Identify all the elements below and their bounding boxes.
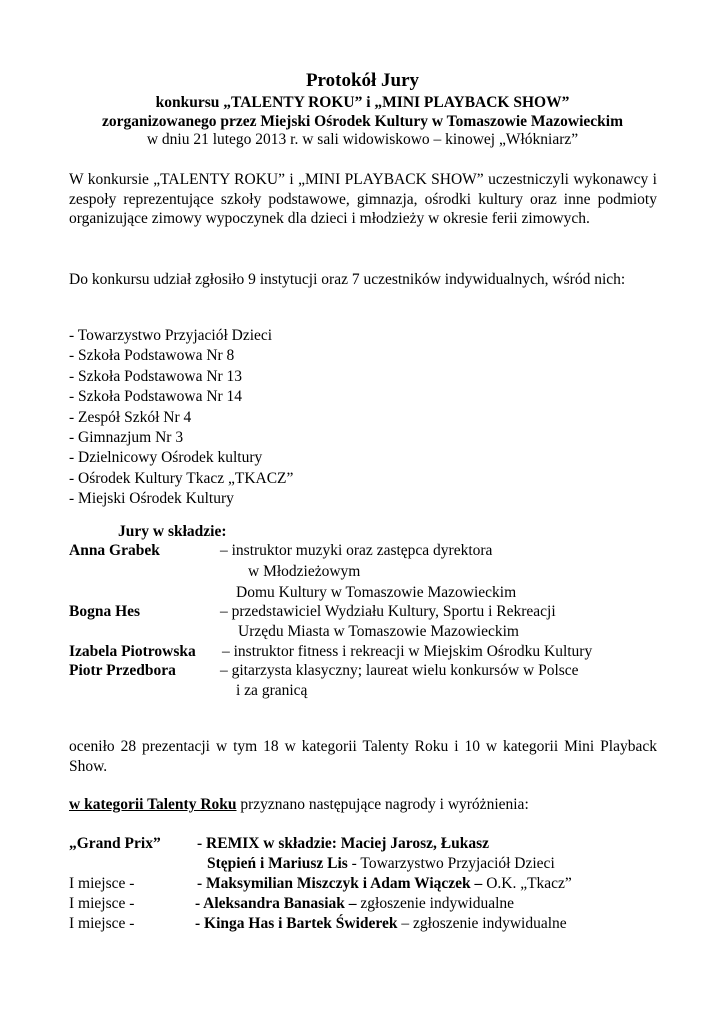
prize-winner <box>207 855 555 873</box>
contest-subtitle: konkursu „TALENTY ROKU” i „MINI PLAYBACK SHOW” <box>155 94 570 111</box>
document-title: Protokół Jury <box>305 70 420 91</box>
prize-winner-origin: - Towarzystwo Przyjaciół Dzieci <box>347 855 555 872</box>
prize-winner-origin: – zgłoszenie indywidualne <box>397 915 567 932</box>
list-item: - Miejski Ośrodek Kultury <box>69 490 234 508</box>
summary-paragraph: oceniło 28 prezentacji w tym 18 w kategorii Talenty Roku i 10 w kategorii Mini Playback Show. <box>69 738 657 775</box>
prize-winner-origin: zgłoszenie indywidualne <box>356 895 515 912</box>
list-item: - Zespół Szkół Nr 4 <box>69 408 192 426</box>
prize-winner-name: - Aleksandra Banasiak – <box>195 895 357 912</box>
prize-place: I miejsce - <box>69 895 135 912</box>
list-item: - Szkoła Podstawowa Nr 13 <box>69 367 243 385</box>
prize-winner-origin: O.K. „Tkacz” <box>482 875 572 892</box>
jury-member-name: Bogna Hes <box>69 603 141 620</box>
list-item: - Towarzystwo Przyjaciół Dzieci <box>69 327 273 344</box>
organizer-subtitle: zorganizowanego przez Miejski Ośrodek Kultury w Tomaszowie Mazowieckim <box>101 113 624 130</box>
section-label: w kategorii Talenty Roku <box>69 796 237 813</box>
jury-member-role: – instruktor fitness i rekreacji w Miejskim Ośrodku Kultury <box>222 643 593 660</box>
jury-member-role: Urzędu Miasta w Tomaszowie Mazowieckim <box>238 623 519 640</box>
jury-member-name: Anna Grabek <box>69 542 160 559</box>
prize-place: I miejsce - <box>69 875 135 892</box>
section-heading <box>69 796 529 814</box>
prize-winner <box>197 875 572 893</box>
list-item: - Gimnazjum Nr 3 <box>69 429 184 447</box>
jury-member-name: Piotr Przedbora <box>69 662 176 679</box>
list-item: - Szkoła Podstawowa Nr 14 <box>69 388 243 406</box>
prize-winner <box>195 895 514 913</box>
list-item: - Dzielnicowy Ośrodek kultury <box>69 449 263 467</box>
prize-winner <box>197 835 489 853</box>
prize-winner-name: Stępień i Mariusz Lis <box>207 855 348 872</box>
prize-winner-name: - Maksymilian Miszczyk i Adam Wiączek – <box>197 875 483 892</box>
list-item: - Szkoła Podstawowa Nr 8 <box>69 347 235 365</box>
jury-member-role: – przedstawiciel Wydziału Kultury, Sportu i Rekreacji <box>220 603 556 620</box>
prize-place: I miejsce - <box>69 915 135 932</box>
prize-place: „Grand Prix” <box>69 835 161 852</box>
prize-winner-name: - Kinga Has i Bartek Świderek <box>195 915 398 932</box>
intro-paragraph: W konkursie „TALENTY ROKU” i „MINI PLAYBACK SHOW” uczestniczyli wykonawcy i zespoły reprezentujące szkoły podstawowe, gimnazja, ośrodki kultury oraz inne podmioty organizujące zimowy wypoczynek dla dzieci i młodzieży w okresie ferii zimowych. <box>69 171 657 228</box>
section-rest: przyznano następujące nagrody i wyróżnienia: <box>236 796 529 813</box>
jury-member-role: w Młodzieżowym <box>248 563 361 580</box>
jury-member-role: i za granicą <box>236 682 308 699</box>
prize-winner <box>195 915 567 933</box>
jury-member-role: – instruktor muzyki oraz zastępca dyrektora <box>220 542 493 559</box>
jury-member-name: Izabela Piotrowska <box>69 643 196 660</box>
institution-list <box>69 326 293 510</box>
list-item: - Ośrodek Kultury Tkacz „TKACZ” <box>69 469 294 487</box>
jury-heading: Jury w składzie: <box>118 523 227 540</box>
jury-member-role: Domu Kultury w Tomaszowie Mazowieckim <box>236 584 517 601</box>
participants-intro: Do konkursu udział zgłosiło 9 instytucji oraz 7 uczestników indywidualnych, wśród nich: <box>69 271 626 288</box>
jury-member-role: – gitarzysta klasyczny; laureat wielu konkursów w Polsce <box>220 662 579 679</box>
date-location-line: w dniu 21 lutego 2013 r. w sali widowiskowo – kinowej „Włókniarz” <box>146 131 579 148</box>
prize-winner-name: - REMIX w składzie: Maciej Jarosz, Łukasz <box>197 835 490 852</box>
